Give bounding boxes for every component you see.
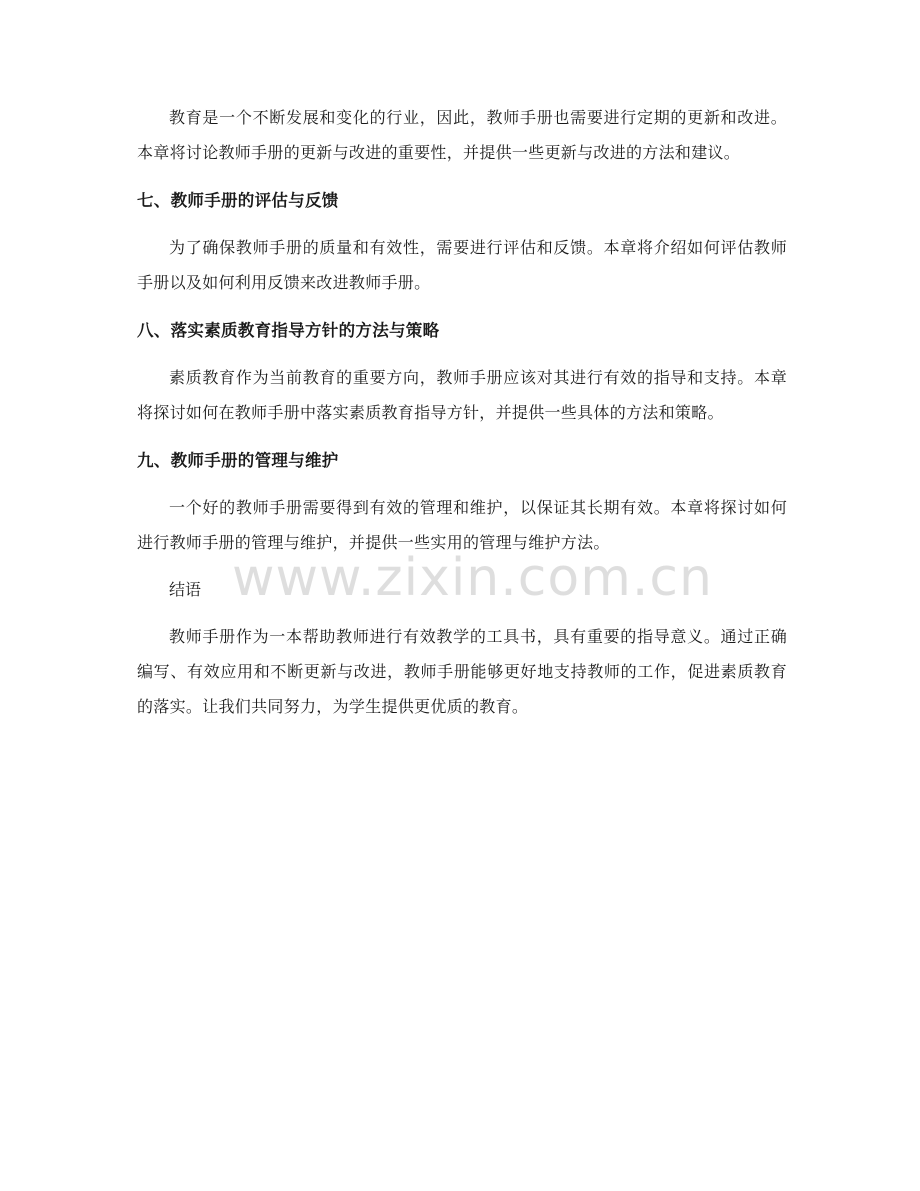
spacer (137, 560, 787, 572)
spacer (137, 300, 787, 313)
section-body-9: 一个好的教师手册需要得到有效的管理和维护，以保证其长期有效。本章将探讨如何进行教师手册的管理与维护，并提供一些实用的管理与维护方法。 (137, 498, 787, 552)
spacer (137, 170, 787, 183)
document-body (137, 100, 787, 724)
spacer (137, 430, 787, 443)
spacer (137, 478, 787, 490)
section-heading-8: 八、落实素质教育指导方针的方法与策略 (137, 321, 440, 340)
watermark-text: www.zixin.com.cn (232, 548, 713, 608)
section-body-8: 素质教育作为当前教育的重要方向，教师手册应该对其进行有效的指导和支持。本章将探讨如何在教师手册中落实素质教育指导方针，并提供一些具体的方法和策略。 (137, 368, 787, 422)
section-body-7: 为了确保教师手册的质量和有效性，需要进行评估和反馈。本章将介绍如何评估教师手册以及如何利用反馈来改进教师手册。 (137, 238, 787, 292)
spacer (137, 607, 787, 619)
section-heading-9: 九、教师手册的管理与维护 (137, 451, 339, 470)
section-heading-7: 七、教师手册的评估与反馈 (137, 191, 339, 210)
intro-paragraph: 教育是一个不断发展和变化的行业，因此，教师手册也需要进行定期的更新和改进。本章将讨论教师手册的更新与改进的重要性，并提供一些更新与改进的方法和建议。 (137, 108, 787, 162)
spacer (137, 218, 787, 230)
conclusion-paragraph: 教师手册作为一本帮助教师进行有效教学的工具书，具有重要的指导意义。通过正确编写、有效应用和不断更新与改进，教师手册能够更好地支持教师的工作，促进素质教育的落实。让我们共同努力，为学生提供更优质的教育。 (137, 627, 787, 716)
conclusion-label: 结语 (169, 580, 202, 599)
spacer (137, 348, 787, 360)
